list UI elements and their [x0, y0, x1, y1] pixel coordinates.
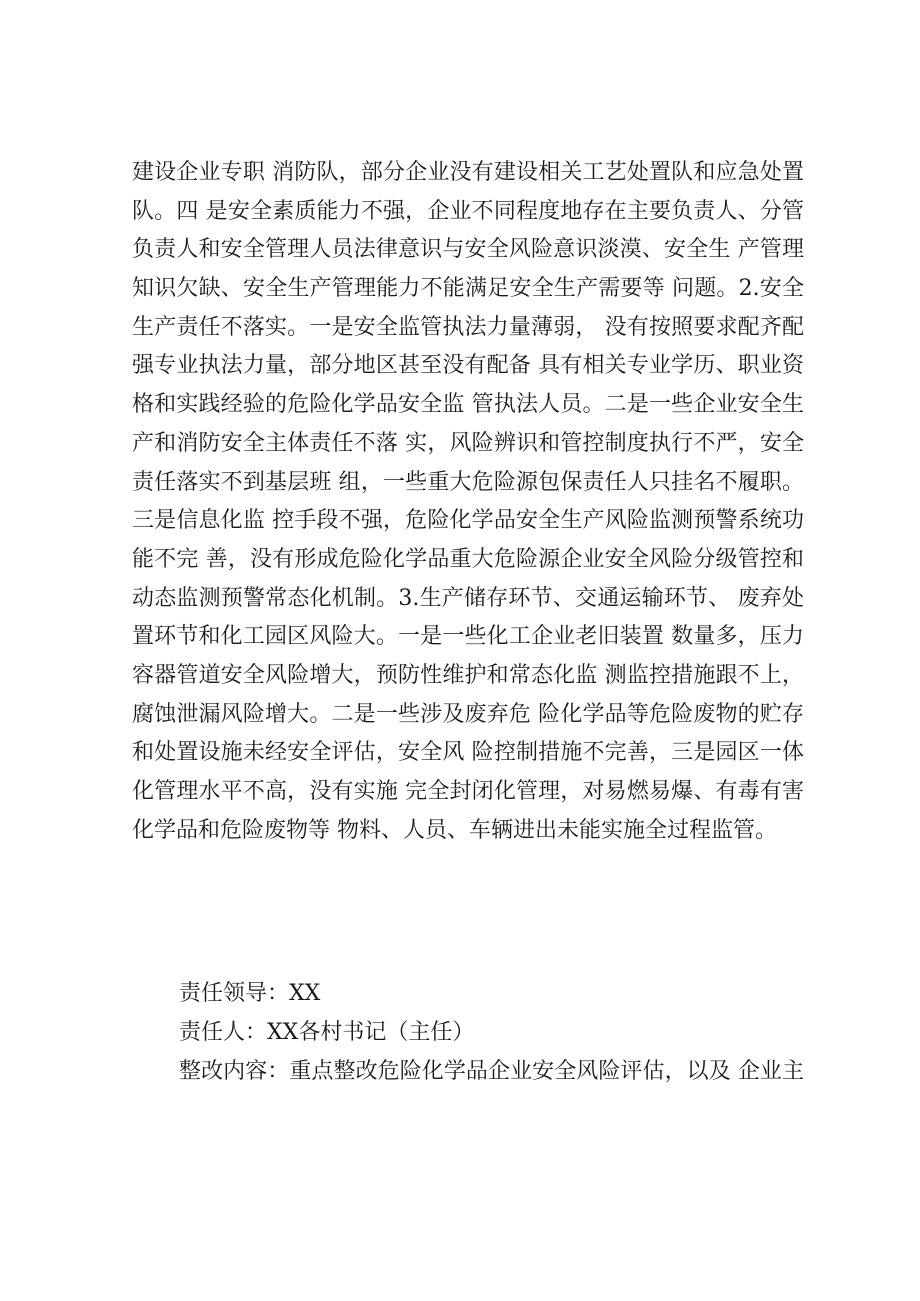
paragraph-line: 队。四 是安全素质能力不强，企业不同程度地存在主要负责人、分管	[132, 198, 804, 224]
paragraph-line: 容器管道安全风险增大，预防性维护和常态化监 测监控措施跟不上，	[132, 662, 804, 688]
paragraph-line: 置环节和化工园区风险大。一是一些化工企业老旧装置 数量多，压力	[132, 624, 804, 650]
paragraph-line: 动态监测预警常态化机制。3.生产储存环节、交通运输环节、 废弃处	[132, 585, 804, 611]
rectification-content: 整改内容：重点整改危险化学品企业安全风险评估，以及 企业主	[179, 1059, 804, 1084]
paragraph-line: 化学品和危险废物等 物料、人员、车辆进出未能实施全过程监管。	[132, 817, 777, 843]
paragraph-line: 三是信息化监 控手段不强，危险化学品安全生产风险监测预警系统功	[132, 508, 804, 534]
paragraph-line: 腐蚀泄漏风险增大。二是一些涉及废弃危 险化学品等危险废物的贮存	[132, 701, 804, 727]
paragraph-line: 生产责任不落实。一是安全监管执法力量薄弱， 没有按照要求配齐配	[132, 314, 804, 340]
paragraph-line: 产和消防安全主体责任不落 实，风险辨识和管控制度执行不严，安全	[132, 430, 804, 456]
paragraph-line: 强专业执法力量，部分地区甚至没有配备 具有相关专业学历、职业资	[132, 353, 804, 379]
responsible-person: 责任人：XX各村书记（主任）	[179, 1020, 475, 1045]
paragraph-line: 负责人和安全管理人员法律意识与安全风险意识淡漠、安全生 产管理	[132, 237, 804, 263]
paragraph-line: 能不完 善，没有形成危险化学品重大危险源企业安全风险分级管控和	[132, 546, 804, 572]
responsible-leader: 责任领导：XX	[179, 981, 321, 1006]
paragraph-line: 格和实践经验的危险化学品安全监 管执法人员。二是一些企业安全生	[132, 392, 804, 418]
paragraph-line: 知识欠缺、安全生产管理能力不能满足安全生产需要等 问题。2.安全	[132, 276, 804, 302]
paragraph-line: 责任落实不到基层班 组，一些重大危险源包保责任人只挂名不履职。	[132, 469, 804, 495]
paragraph-line: 建设企业专职 消防队，部分企业没有建设相关工艺处置队和应急处置	[132, 160, 804, 185]
paragraph-line: 化管理水平不高，没有实施 完全封闭化管理，对易燃易爆、有毒有害	[132, 779, 804, 804]
body-paragraph	[132, 154, 804, 850]
paragraph-line: 和处置设施未经安全评估，安全风 险控制措施不完善，三是园区一体	[132, 740, 804, 766]
